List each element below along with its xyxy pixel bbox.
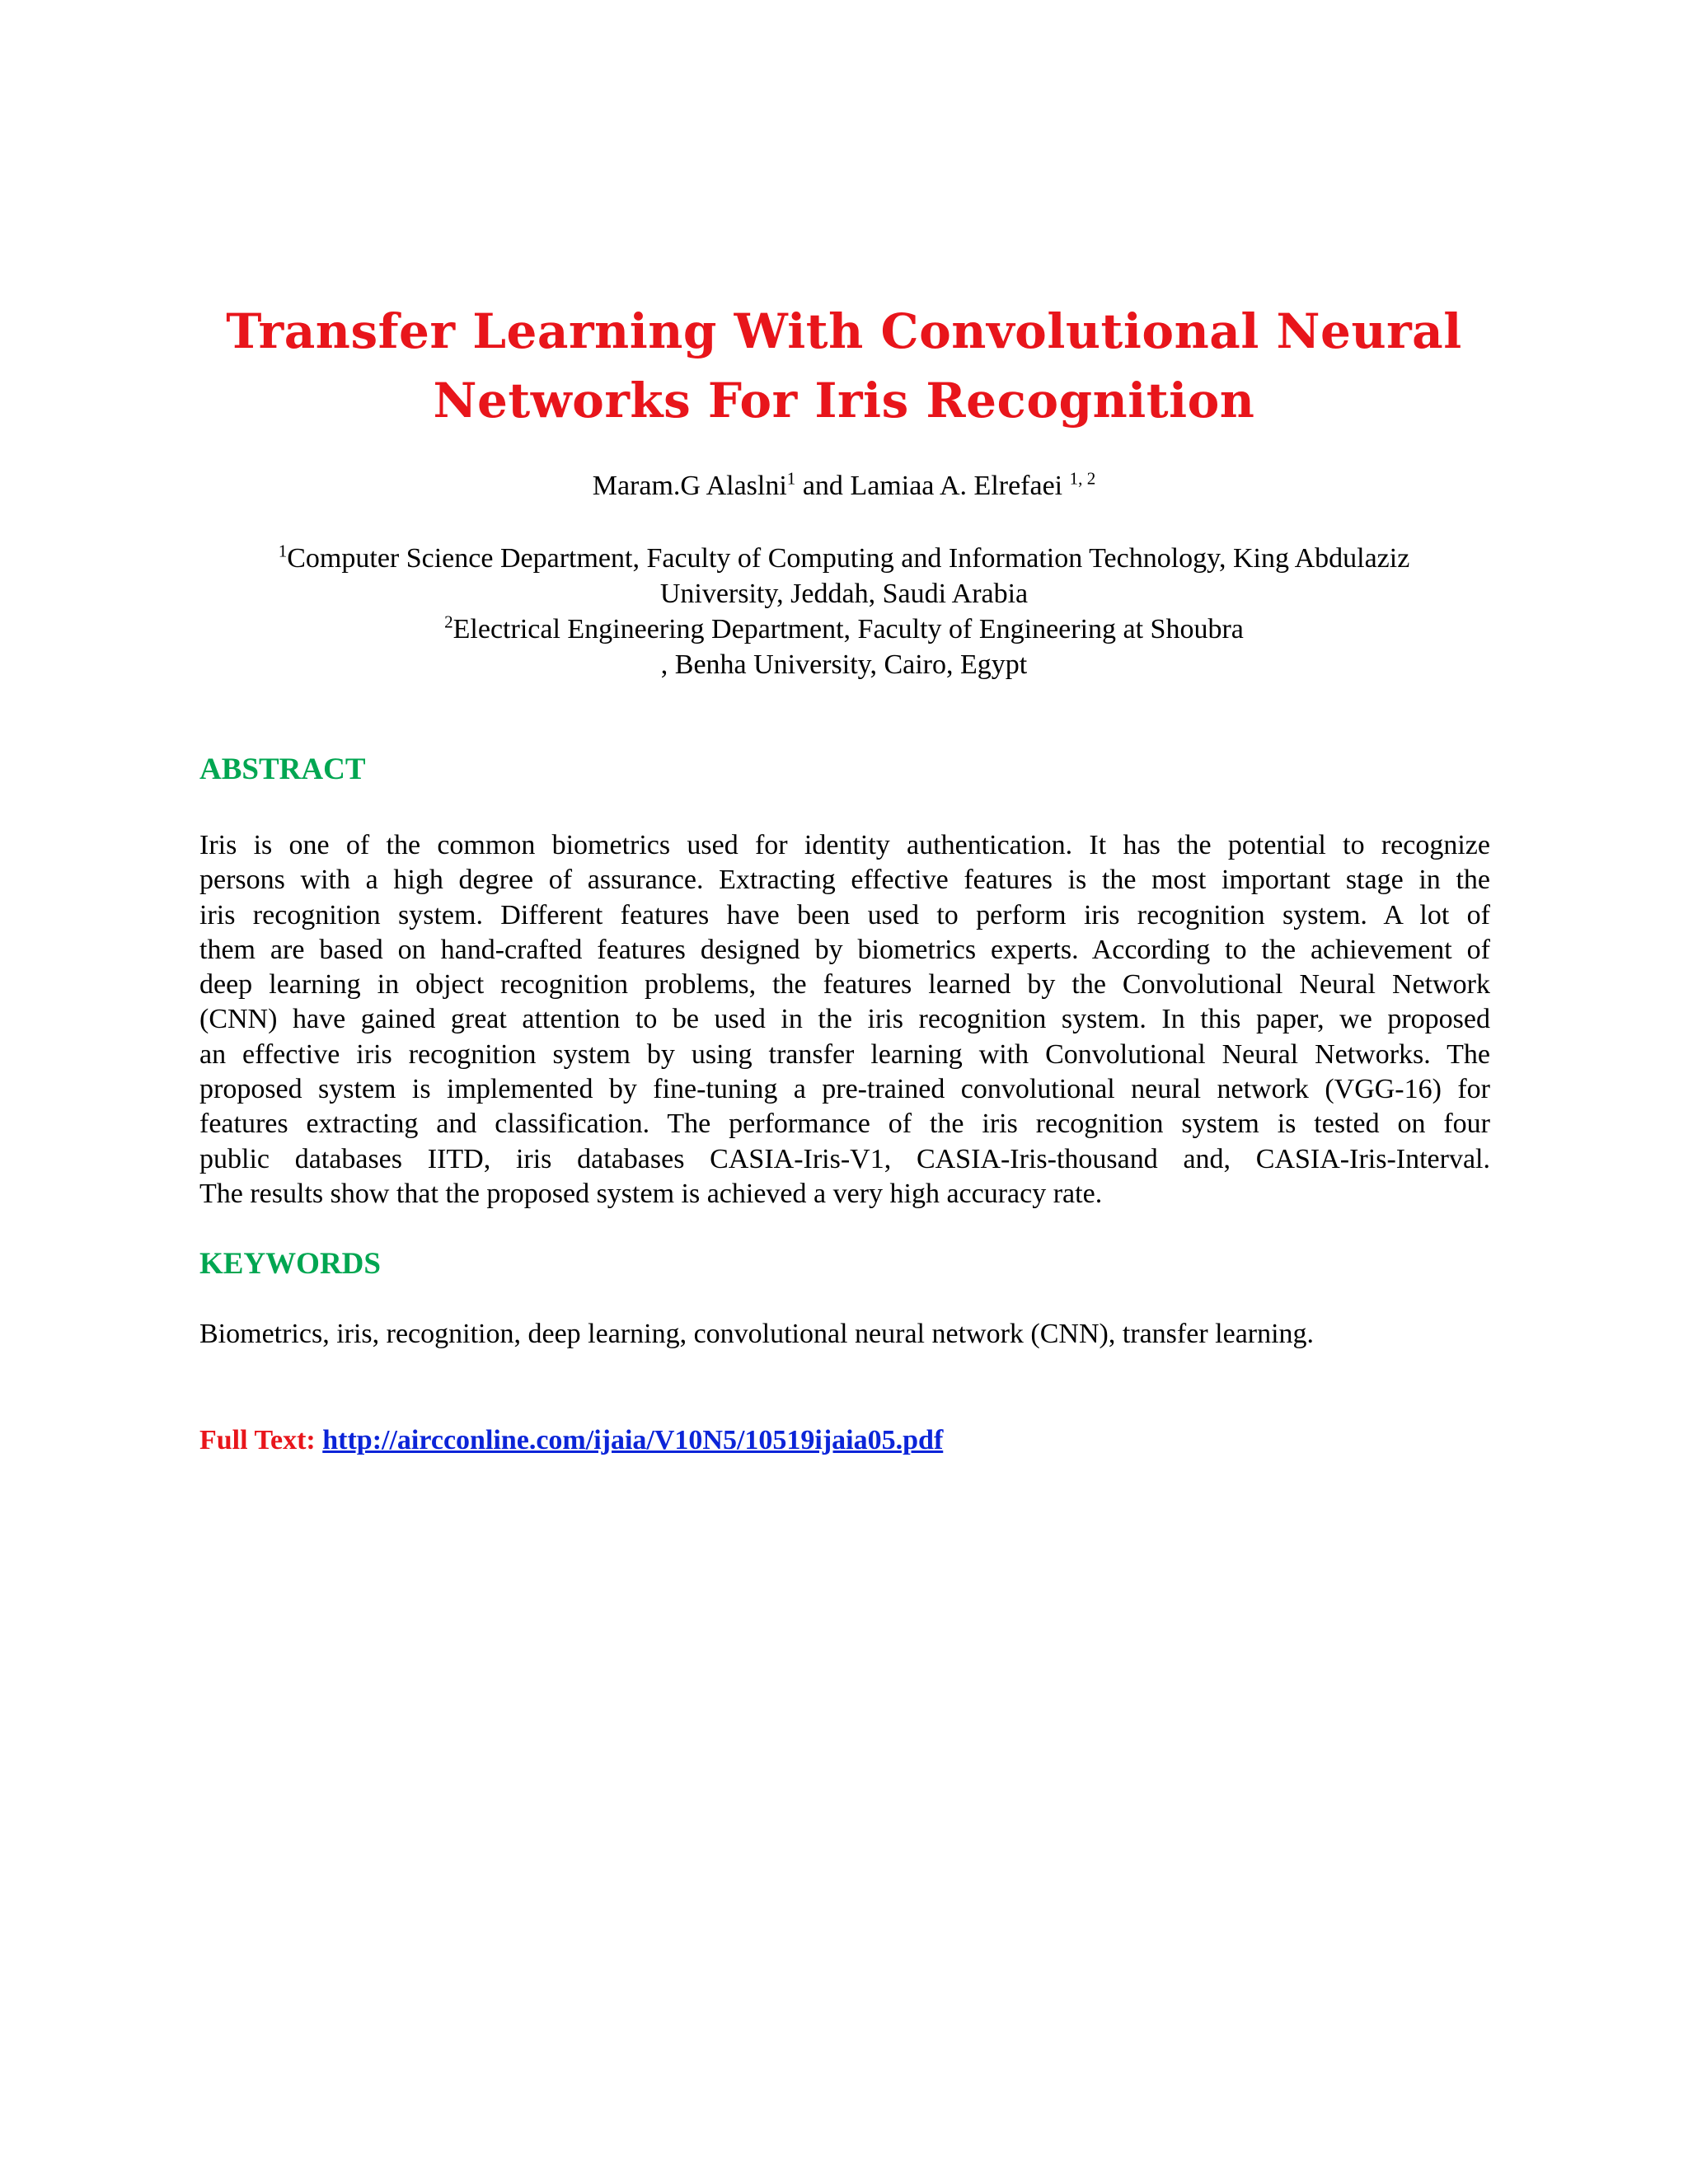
affiliation-line: , Benha University, Cairo, Egypt [660, 649, 1028, 680]
fulltext-link[interactable]: http://aircconline.com/ijaia/V10N5/10519ijaia05.pdf [322, 1425, 944, 1455]
affiliation-superscript: 2 [444, 612, 453, 632]
author-superscript: 1 [786, 468, 796, 489]
abstract-line: features extracting and classification. The performance of the iris recognition system is tested on four [199, 1108, 1490, 1140]
keywords-heading: KEYWORDS [199, 1247, 381, 1281]
affiliation-line [0, 541, 1688, 576]
abstract-line: proposed system is implemented by fine-tuning a pre-trained convolutional neural network (VGG-16) for [199, 1074, 1490, 1105]
abstract-line: iris recognition system. Different features have been used to perform iris recognition system. A lot of [199, 899, 1490, 930]
abstract-line: Iris is one of the common biometrics used for identity authentication. It has the potential to recognize [199, 830, 1490, 860]
author-list [0, 468, 1688, 504]
abstract-line: an effective iris recognition system by using transfer learning with Convolutional Neural Networks. The [199, 1038, 1490, 1070]
author-superscript: 1, 2 [1069, 468, 1096, 489]
abstract-line: deep learning in object recognition problems, the features learned by the Convolutional Neural Network [199, 969, 1490, 1001]
author-name: Maram.G Alaslni [592, 471, 787, 501]
title-line: Transfer Learning With Convolutional Neural [226, 303, 1462, 359]
paper-title [0, 297, 1688, 435]
abstract-line: them are based on hand-crafted features designed by biometrics experts. According to the achievement of [199, 934, 1490, 965]
affiliation-superscript: 1 [278, 541, 288, 561]
keywords-text: Biometrics, iris, recognition, deep learning, convolutional neural network (CNN), transfer learning. [199, 1319, 1315, 1349]
abstract-body [199, 828, 1490, 1212]
abstract-line: (CNN) have gained great attention to be used in the iris recognition system. In this paper, we proposed [199, 1004, 1490, 1035]
abstract-heading: ABSTRACT [199, 752, 366, 786]
affiliations [0, 541, 1688, 682]
abstract-line: The results show that the proposed system is achieved a very high accuracy rate. [199, 1178, 1103, 1209]
affiliation-text: Computer Science Department, Faculty of Computing and Information Technology, King Abdulaziz [287, 543, 1410, 574]
affiliation-line: University, Jeddah, Saudi Arabia [659, 579, 1029, 609]
affiliation-line [0, 612, 1688, 647]
author-connector: and [795, 471, 851, 501]
fulltext-line [199, 1422, 943, 1459]
affiliation-text: Electrical Engineering Department, Faculty of Engineering at Shoubra [452, 614, 1244, 644]
author-name: Lamiaa A. Elrefaei [850, 471, 1070, 501]
title-line: Networks For Iris Recognition [433, 373, 1255, 429]
abstract-line: public databases IITD, iris databases CASIA-Iris-V1, CASIA-Iris-thousand and, CASIA-Iris-Interval. [199, 1143, 1490, 1174]
abstract-line: persons with a high degree of assurance. Extracting effective features is the most important stage in the [199, 865, 1490, 896]
fulltext-label: Full Text: [199, 1425, 316, 1455]
